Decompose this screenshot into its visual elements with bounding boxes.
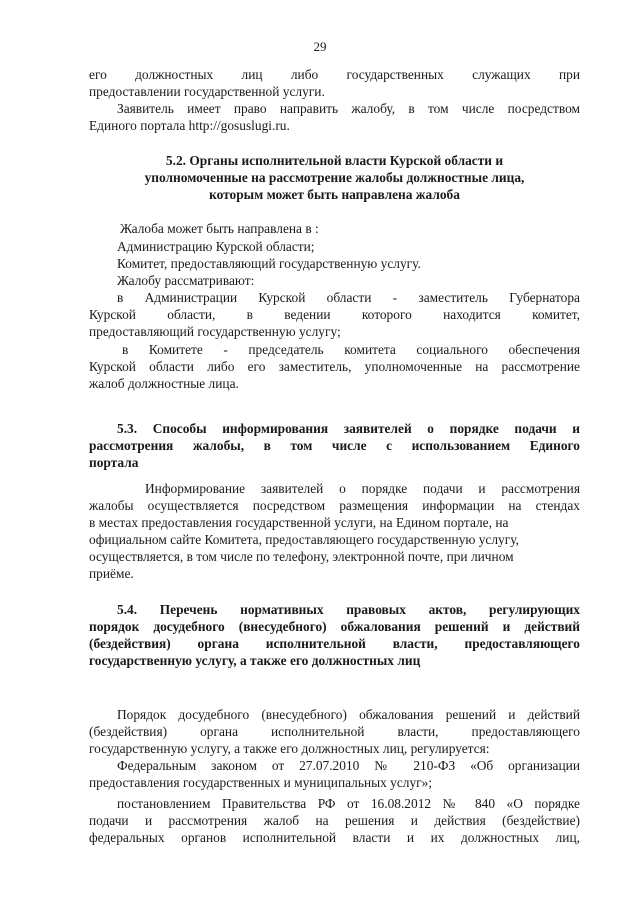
section-heading-5-4: (бездействия) органа исполнительной власти, предоставляющего: [89, 636, 580, 651]
text-line: Курской области, в ведении которого находится комитет,: [89, 307, 580, 322]
text-line: подачи и рассмотрения жалоб на решения и действия (бездействие): [89, 813, 580, 828]
text-line: Заявитель имеет право направить жалобу, в том числе посредством: [117, 101, 580, 116]
text-line: (бездействия) органа исполнительной власти, предоставляющего: [89, 724, 580, 739]
section-heading-5-4: государственную услугу, а также его должностных лиц: [89, 653, 421, 668]
section-heading-5-2: которым может быть направлена жалоба: [209, 187, 460, 202]
section-heading-5-2: 5.2. Органы исполнительной власти Курской области и: [165, 153, 504, 168]
text-line: Курской области либо его заместитель, уполномоченные на рассмотрение: [89, 359, 580, 374]
text-line: Жалоба может быть направлена в :: [120, 221, 319, 236]
text-line: предоставления государственных и муниципальных услуг»;: [89, 775, 433, 790]
text-line: в Комитете - председатель комитета социального обеспечения: [122, 342, 580, 357]
section-heading-5-3: рассмотрения жалобы, в том числе с использованием Единого: [89, 438, 580, 453]
text-line: государственную услугу, а также его должностных лиц, регулируется:: [89, 741, 490, 756]
text-line: осуществляется, в том числе по телефону, электронной почте, при личном: [89, 549, 514, 564]
section-heading-5-3: портала: [89, 455, 139, 470]
text-line: Информирование заявителей о порядке подачи и рассмотрения: [145, 481, 580, 496]
text-line: в Администрации Курской области - заместитель Губернатора: [117, 290, 580, 305]
text-line: Администрацию Курской области;: [117, 239, 315, 254]
text-line: Единого портала http://gosuslugi.ru.: [89, 118, 290, 133]
section-heading-5-4: порядок досудебного (внесудебного) обжалования решений и действий: [89, 619, 580, 634]
text-line: официальном сайте Комитета, предоставляющего государственную услугу,: [89, 532, 519, 547]
text-line: его должностных лиц либо государственных служащих при: [89, 67, 580, 82]
section-heading-5-3: 5.3. Способы информирования заявителей о порядке подачи и: [117, 421, 580, 436]
text-line: Порядок досудебного (внесудебного) обжалования решений и действий: [117, 707, 580, 722]
text-line: федеральных органов исполнительной власти и их должностных лиц,: [89, 830, 580, 845]
page-number: 29: [313, 39, 327, 54]
text-line: предоставлении государственной услуги.: [89, 84, 325, 99]
text-line: Комитет, предоставляющий государственную услугу.: [117, 256, 421, 271]
text-line: предоставляющий государственную услугу;: [89, 324, 341, 339]
text-line: в местах предоставления государственной услуги, на Едином портале, на: [89, 515, 509, 530]
section-heading-5-4: 5.4. Перечень нормативных правовых актов, регулирующих: [117, 602, 580, 617]
text-line: жалобы осуществляется посредством размещения информации на стендах: [89, 498, 580, 513]
text-line: приёме.: [89, 566, 134, 581]
text-line: Федеральным законом от 27.07.2010 № 210-ФЗ «Об организации: [117, 758, 580, 773]
text-line: жалоб должностные лица.: [89, 376, 239, 391]
text-line: постановлением Правительства РФ от 16.08.2012 № 840 «О порядке: [117, 796, 580, 811]
section-heading-5-2: уполномоченные на рассмотрение жалобы должностные лица,: [144, 170, 525, 185]
text-line: Жалобу рассматривают:: [117, 273, 255, 288]
